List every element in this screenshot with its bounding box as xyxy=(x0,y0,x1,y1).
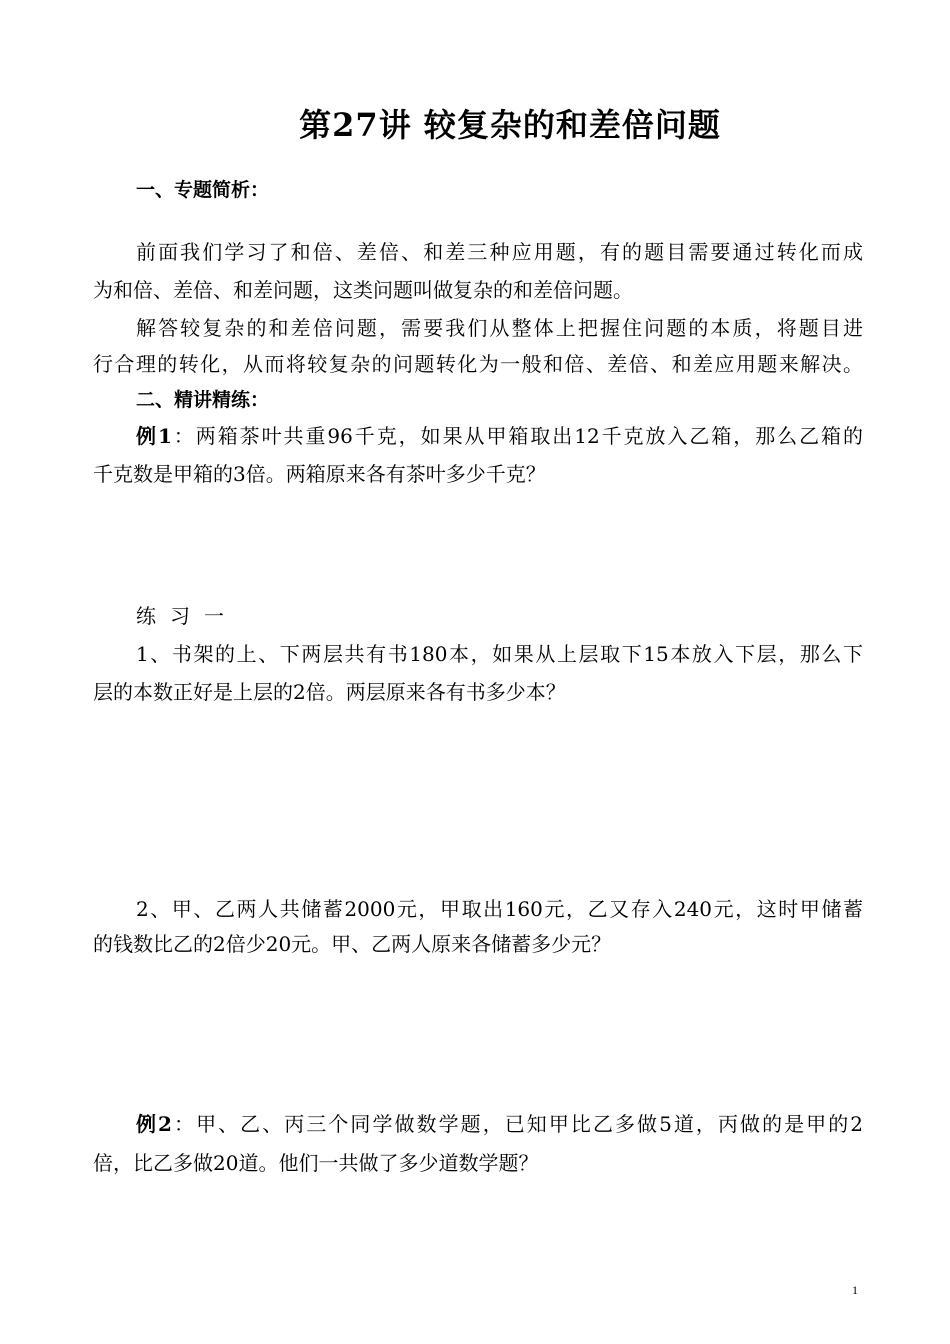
practice-1-question-2-line-2: 的钱数比乙的2倍少20元。甲、乙两人原来各储蓄多少元？ xyxy=(93,932,612,956)
example-1-text: ：两箱茶叶共重96千克，如果从甲箱取出12千克放入乙箱，那么乙箱的 xyxy=(171,424,863,448)
section-heading-analysis: 一、专题简析： xyxy=(136,179,270,201)
example-1-line-2: 千克数是甲箱的3倍。两箱原来各有茶叶多少千克？ xyxy=(93,462,546,486)
example-1-label: 例1 xyxy=(136,424,172,448)
practice-1-question-2-line-1: 2、甲、乙两人共储蓄2000元，甲取出160元，乙又存入240元，这时甲储蓄 xyxy=(136,897,863,921)
paragraph-intro-line-1: 前面我们学习了和倍、差倍、和差三种应用题，有的题目需要通过转化而成 xyxy=(136,240,863,264)
practice-1-heading: 练习一 xyxy=(136,604,238,628)
example-2-label: 例2 xyxy=(136,1112,172,1136)
paragraph-method-line-1: 解答较复杂的和差倍问题，需要我们从整体上把握住问题的本质，将题目进 xyxy=(136,316,863,340)
paragraph-intro-line-2: 为和倍、差倍、和差问题，这类问题叫做复杂的和差倍问题。 xyxy=(93,278,633,302)
section-heading-practice: 二、精讲精练： xyxy=(136,389,270,411)
example-2-text: ：甲、乙、丙三个同学做数学题，已知甲比乙多做5道，丙做的是甲的2 xyxy=(171,1112,863,1136)
page-number: 1 xyxy=(852,1283,858,1297)
example-2-line-1 xyxy=(136,1106,863,1142)
practice-1-question-1-line-1: 1、书架的上、下两层共有书180本，如果从上层取下15本放入下层，那么下 xyxy=(136,642,863,666)
paragraph-method-line-2: 行合理的转化，从而将较复杂的问题转化为一般和倍、差倍、和差应用题来解决。 xyxy=(93,352,863,376)
example-1-line-1 xyxy=(136,418,863,454)
practice-1-question-1-line-2: 层的本数正好是上层的2倍。两层原来各有书多少本？ xyxy=(93,680,566,704)
example-2-line-2: 倍，比乙多做20道。他们一共做了多少道数学题？ xyxy=(93,1151,539,1175)
page-title: 第27讲 较复杂的和差倍问题 xyxy=(299,106,721,144)
